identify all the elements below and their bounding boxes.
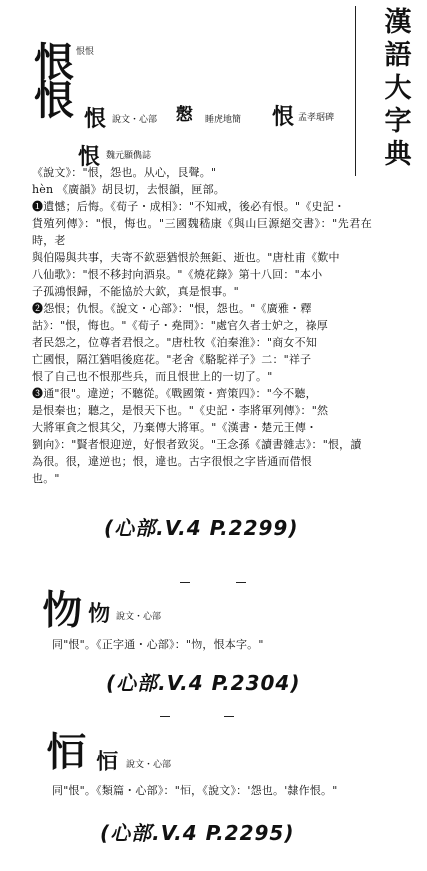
definition-line: 同"恨"。《正字通・心部》："𢗘，恨本字。" — [52, 638, 264, 651]
title-char: 大 — [384, 73, 412, 104]
definition-line: 恨了自己也不恨那些兵，而且恨世上的一切了。" — [32, 370, 273, 383]
divider — [224, 716, 234, 717]
definition-line: hèn 《廣韻》胡艮切，去恨韻，匣部。 — [32, 183, 225, 196]
entry-headword: 𢘆 — [46, 729, 86, 776]
bronze-source: 睡虎地簡 — [205, 115, 242, 125]
definition-line: 為很。很，違逆也；恨，違也。古字很恨之字皆通而借恨 — [32, 455, 312, 468]
entry-headword: 恨 — [34, 39, 74, 86]
clerical-glyph: 恨 — [272, 104, 295, 130]
seal-source: 說文・心部 — [116, 612, 162, 622]
definition-line: 貨殖列傳》："恨，悔也。"三國魏嵇康《與山巨源絕交書》："先君在時，老 — [32, 217, 372, 247]
clerical-source: 孟孝琚碑 — [298, 113, 335, 123]
definition-line: 《說文》："恨，怨也。从心，艮聲。" — [32, 166, 217, 179]
seal-source: 說文・心部 — [112, 115, 158, 125]
title-char: 漢 — [384, 7, 412, 38]
divider — [160, 716, 170, 717]
divider — [180, 582, 190, 583]
variant-label: 恨恨 — [76, 47, 95, 57]
title-divider — [355, 6, 356, 176]
definition-line: 子孤鴻恨歸，不能協於大欽，真是恨事。" — [32, 285, 239, 298]
seal-source: 說文・心部 — [126, 760, 172, 770]
definition-line: 是恨秦也；聽之，是恨天下也。"《史記・李將軍列傳》："然 — [32, 404, 329, 417]
entry-definition-block — [32, 164, 372, 487]
definition-line: 同"恨"。《類篇・心部》："𢘆，《說文》：'怨也。'隸作恨。" — [52, 784, 338, 797]
definition-line: 八仙歌》："恨不移封向酒泉。"《燒花錄》第十八回："本小 — [32, 268, 323, 281]
title-char: 語 — [384, 40, 412, 71]
handwritten-reference: (心部.V.4 P.2299) — [104, 516, 299, 540]
dictionary-title — [383, 6, 413, 171]
seal-script-glyph: 恨 — [84, 106, 107, 132]
handwritten-reference: (心部.V.4 P.2295) — [100, 821, 295, 845]
divider — [236, 582, 246, 583]
entry-headword: 𢗘 — [42, 587, 82, 634]
title-char: 字 — [384, 106, 412, 137]
bronze-glyph: 𢡱 — [176, 105, 193, 125]
entry-headword-repeat: 恨 — [34, 77, 74, 124]
definition-line: 劉向》："賢者恨迎逆，好恨者致災。"王念孫《讀書雜志》："恨，讀 — [32, 438, 362, 451]
definition-line: 也。" — [32, 472, 60, 485]
definition-line: 與伯陽與共事，夫寄不欽惡猶恨於無鉅、逝也。"唐杜甫《歎中 — [32, 251, 340, 264]
seal-script-glyph: 𢘆 — [96, 749, 119, 775]
clerical2-source: 魏元顯儁誌 — [106, 151, 152, 161]
definition-line: ❶遺憾；后悔。《荀子・成相》："不知戒，後必有恨。"《史記・ — [32, 200, 346, 213]
clerical2-glyph: 恨 — [78, 144, 101, 170]
definition-line: 者民怨之，位尊者君恨之。"唐杜牧《泊秦淮》："商女不知 — [32, 336, 318, 349]
definition-line: ❸通"很"。違逆；不聽從。《戰國策・齊策四》："今不聽， — [32, 387, 317, 400]
definition-line: 亡國恨，隔江猶唱後庭花。"老舍《駱駝祥子》二："祥子 — [32, 353, 312, 366]
handwritten-reference: (心部.V.4 P.2304) — [106, 671, 301, 695]
title-char: 典 — [384, 139, 412, 170]
definition-line: ❷怨恨；仇恨。《說文・心部》："恨，怨也。"《廣雅・釋 — [32, 302, 312, 315]
definition-line: 詁》："恨，悔也。"《荀子・堯問》："處官久者士妒之，祿厚 — [32, 319, 328, 332]
definition-line: 大將軍貪之恨其父，乃棄傳大將軍。"《漢書・楚元王傳・ — [32, 421, 318, 434]
seal-script-glyph: 𢗘 — [88, 601, 111, 627]
